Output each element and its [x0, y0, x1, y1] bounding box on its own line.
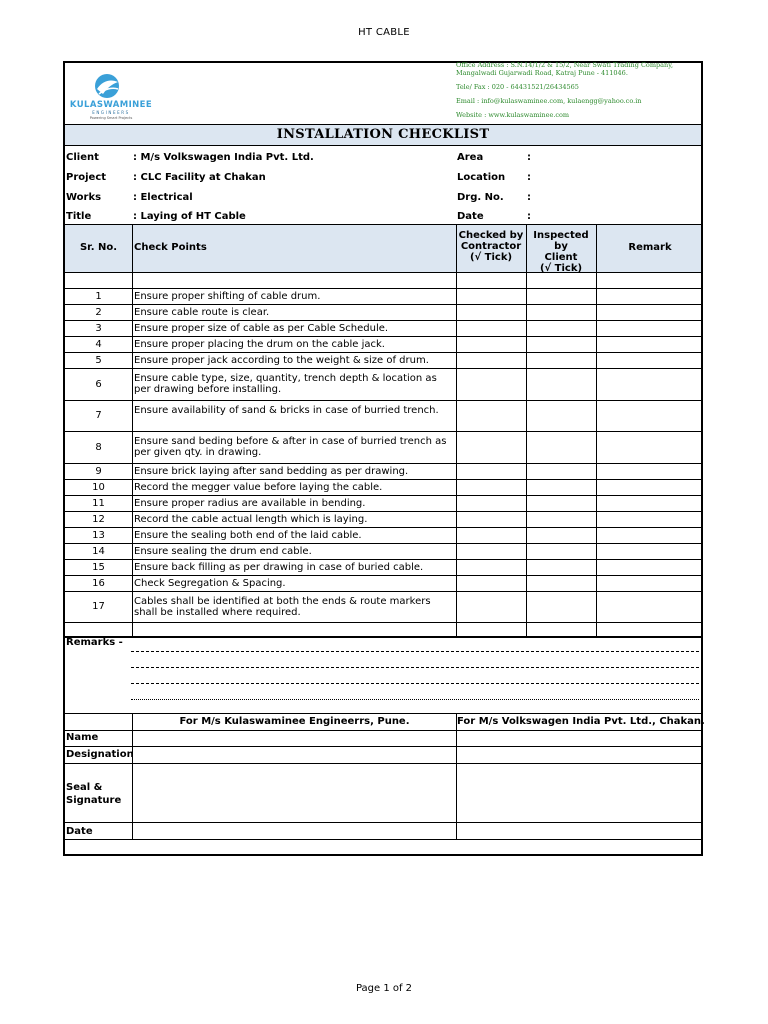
location-label: Location — [457, 172, 506, 183]
area-colon: : — [527, 152, 531, 163]
location-colon: : — [527, 172, 531, 183]
drg-no-colon: : — [527, 192, 531, 203]
remarks-line-4 — [131, 699, 699, 700]
row-sr-no: 3 — [95, 322, 102, 334]
works-label: Works — [66, 192, 102, 203]
row-divider — [65, 463, 701, 464]
tele-fax: Tele/ Fax : 020 - 64431521/26434565 — [456, 83, 579, 91]
row-divider — [65, 637, 701, 638]
document-title: INSTALLATION CHECKLIST — [276, 127, 490, 142]
row-check-point: Ensure cable type, size, quantity, trench depth & location as per drawing before installing. — [134, 373, 437, 395]
checklist-sheet — [63, 61, 703, 856]
column-divider — [132, 224, 133, 636]
signoff-name-label: Name — [66, 732, 99, 743]
col-header-remark: Remark — [628, 242, 672, 253]
row-divider — [65, 575, 701, 576]
date-label: Date — [457, 211, 484, 222]
row-divider — [65, 559, 701, 560]
row-sr-no: 9 — [95, 465, 102, 477]
row-divider — [65, 400, 701, 401]
col-header-contractor: Checked by Contractor (√ Tick) — [458, 230, 524, 263]
row-divider — [65, 495, 701, 496]
row-divider — [65, 352, 701, 353]
project-label: Project — [66, 172, 107, 183]
row-check-point: Ensure proper shifting of cable drum. — [134, 290, 321, 302]
row-sr-no: 14 — [92, 545, 105, 557]
project-value: : CLC Facility at Chakan — [133, 172, 266, 183]
email: Email : info@kulaswaminee.com, kulaengg@yahoo.co.in — [456, 97, 642, 105]
row-divider — [65, 320, 701, 321]
page-footer: Page 1 of 2 — [355, 983, 413, 994]
row-sr-no: 11 — [92, 497, 105, 509]
logo-subtext: ENGINEERS — [92, 110, 130, 115]
row-check-point: Ensure cable route is clear. — [134, 306, 270, 318]
col-header-check-points: Check Points — [134, 242, 207, 253]
row-sr-no: 12 — [92, 513, 105, 525]
row-divider — [65, 304, 701, 305]
column-divider — [526, 224, 527, 636]
title-value: : Laying of HT Cable — [133, 211, 246, 222]
column-divider — [456, 224, 457, 636]
row-sr-no: 1 — [95, 290, 102, 302]
row-sr-no: 16 — [92, 577, 105, 589]
row-sr-no: 13 — [92, 529, 105, 541]
remarks-line-1 — [131, 651, 699, 652]
address-line-2: Mangalwadi Gujarwadi Road, Katraj Pune - 411046. — [456, 69, 628, 77]
page-header: HT CABLE — [358, 27, 410, 38]
company-logo — [65, 63, 157, 123]
row-divider — [65, 591, 701, 592]
row-sr-no: 4 — [95, 338, 102, 350]
website: Website : www.kulaswaminee.com — [456, 111, 570, 119]
row-check-point: Ensure sand beding before & after in case of burried trench as per given qty. in drawing. — [134, 436, 447, 458]
row-check-point: Ensure proper placing the drum on the cable jack. — [134, 338, 385, 350]
row-check-point: Ensure proper size of cable as per Cable Schedule. — [134, 322, 389, 334]
drg-no-label: Drg. No. — [457, 192, 504, 203]
works-value: : Electrical — [133, 192, 193, 203]
client-label: Client — [66, 152, 99, 163]
date-colon: : — [527, 211, 531, 222]
client-value: : M/s Volkswagen India Pvt. Ltd. — [133, 152, 314, 163]
signoff-date-label: Date — [66, 826, 93, 837]
row-divider — [65, 479, 701, 480]
remarks-label: Remarks - — [66, 637, 123, 648]
row-sr-no: 6 — [95, 378, 102, 390]
row-sr-no: 10 — [92, 481, 105, 493]
row-sr-no: 2 — [95, 306, 102, 318]
row-check-point: Ensure availability of sand & bricks in case of burried trench. — [134, 404, 439, 416]
row-divider — [65, 431, 701, 432]
row-check-point: Ensure sealing the drum end cable. — [134, 545, 312, 557]
row-check-point: Cables shall be identified at both the ends & route markers shall be installed where required. — [134, 595, 431, 618]
signoff-right-header: For M/s Volkswagen India Pvt. Ltd., Chakan. — [457, 716, 705, 727]
row-divider — [65, 368, 701, 369]
row-check-point: Ensure proper radius are available in bending. — [134, 497, 366, 509]
logo-tagline: Powering Smart Projects — [89, 116, 133, 120]
area-label: Area — [457, 152, 484, 163]
row-check-point: Ensure brick laying after sand bedding as per drawing. — [134, 465, 409, 477]
row-divider — [65, 511, 701, 512]
row-divider — [65, 288, 701, 289]
signoff-seal-label: Seal & Signature — [66, 782, 122, 806]
row-divider — [65, 622, 701, 623]
row-check-point: Ensure proper jack according to the weight & size of drum. — [134, 354, 429, 366]
row-check-point: Check Segregation & Spacing. — [134, 577, 286, 589]
signoff-left-header: For M/s Kulaswaminee Engineerrs, Pune. — [179, 716, 410, 727]
row-check-point: Ensure back filling as per drawing in case of buried cable. — [134, 561, 424, 573]
column-divider — [596, 224, 597, 636]
col-header-client: Inspected by Client (√ Tick) — [533, 230, 589, 274]
row-sr-no: 15 — [92, 561, 105, 573]
company-contact — [456, 61, 704, 123]
row-sr-no: 5 — [95, 354, 102, 366]
row-sr-no: 17 — [92, 601, 105, 612]
logo-text: KULASWAMINEE — [69, 100, 153, 110]
row-divider — [65, 527, 701, 528]
col-header-sr-no: Sr. No. — [79, 242, 118, 253]
remarks-line-2 — [131, 667, 699, 668]
address-line-1: Office Address : S.N.14/1/2 & 15/2, Near Swati Trading Company, — [456, 61, 674, 69]
row-sr-no: 8 — [95, 441, 102, 453]
row-divider — [65, 336, 701, 337]
title-label: Title — [66, 211, 92, 222]
row-check-point: Ensure the sealing both end of the laid cable. — [134, 529, 362, 541]
signoff-designation-label: Designation — [66, 749, 134, 760]
row-check-point: Record the cable actual length which is laying. — [134, 513, 368, 525]
remarks-line-3 — [131, 683, 699, 684]
row-divider — [65, 543, 701, 544]
row-sr-no: 7 — [95, 410, 102, 421]
row-check-point: Record the megger value before laying the cable. — [134, 481, 383, 493]
